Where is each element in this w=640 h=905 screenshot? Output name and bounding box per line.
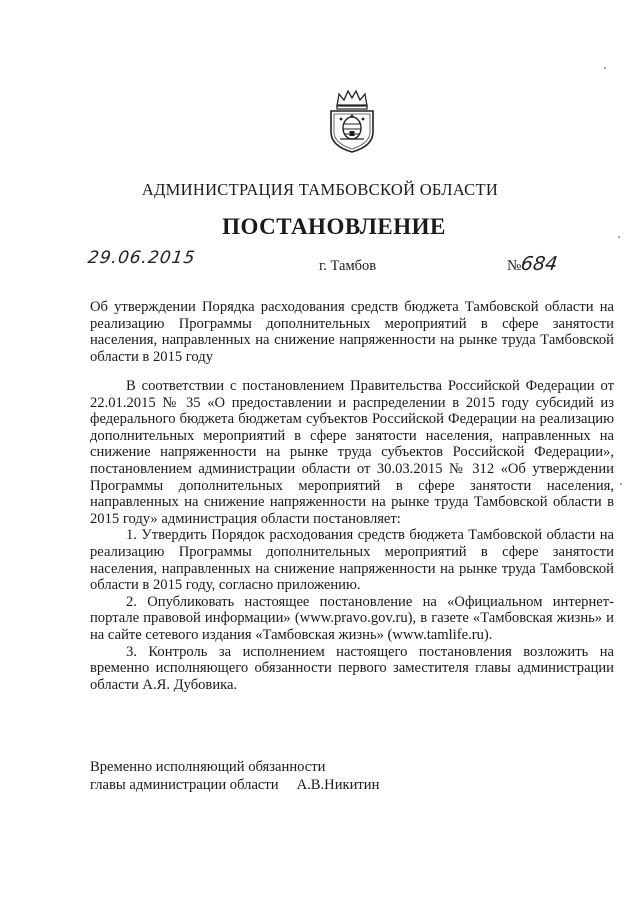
document-subject: Об утверждении Порядка расходования средств бюджета Тамбовской области на реализацию Программы дополнительных мероприятий в сфере занятости населения, направленных на снижение напряженности на рынке труда Тамбовской области в 2015 году bbox=[90, 299, 614, 365]
signatory-title-line1: Временно исполняющий обязанности bbox=[90, 759, 326, 775]
scan-speck bbox=[604, 67, 606, 69]
document-city: г. Тамбов bbox=[319, 258, 377, 274]
signature-block bbox=[90, 758, 430, 794]
number-sign: № bbox=[507, 258, 522, 274]
issuing-authority: АДМИНИСТРАЦИЯ ТАМБОВСКОЙ ОБЛАСТИ bbox=[141, 180, 499, 199]
scan-speck bbox=[618, 236, 620, 238]
scan-speck bbox=[620, 483, 622, 485]
document-type-title: ПОСТАНОВЛЕНИЕ bbox=[222, 214, 446, 239]
document-date: 29.06.2015 bbox=[86, 248, 197, 268]
document-number bbox=[507, 253, 558, 275]
preamble-paragraph: В соответствии с постановлением Правительства Российской Федерации от 22.01.2015 № 35 «О предоставлении и распределении в 2015 году субсидий из федерального бюджета бюджетам субъектов Российской Федерации на реализацию дополнительных мероприятий в сфере занятости населения, направленных на снижение напряженности на рынке труда субъектов Российской Федерации», постановлением администрации области от 30.03.2015 № 312 «Об утверждении Программы дополнительных мероприятий в сфере занятости населения, направленных на снижение напряженности на рынке труда Тамбовской области в 2015 году» администрация области постановляет: bbox=[90, 378, 614, 527]
signatory-name: А.В.Никитин bbox=[296, 777, 380, 793]
item-3-paragraph: 3. Контроль за исполнением настоящего постановления возложить на временно исполняющего обязанности первого заместителя главы администрации области А.Я. Дубовика. bbox=[90, 643, 614, 693]
item-2-paragraph: 2. Опубликовать настоящее постановление на «Официальном интернет-портале правовой информации» (www.pravo.gov.ru), в газете «Тамбовская жизнь» и на сайте сетевого издания «Тамбовская жизнь» (www.tamlife.ru). bbox=[90, 593, 614, 643]
number-value: 684 bbox=[519, 253, 560, 275]
signatory-title-line2-text: главы администрации области bbox=[90, 777, 279, 793]
signatory-title-line2 bbox=[90, 776, 430, 794]
document-body bbox=[90, 378, 614, 693]
item-1-paragraph: 1. Утвердить Порядок расходования средств бюджета Тамбовской области на реализацию Программы дополнительных мероприятий в сфере занятости населения, направленных на снижение напряженности на рынке труда Тамбовской области в 2015 году, согласно приложению. bbox=[90, 527, 614, 594]
tambov-coat-of-arms-icon bbox=[323, 88, 381, 154]
